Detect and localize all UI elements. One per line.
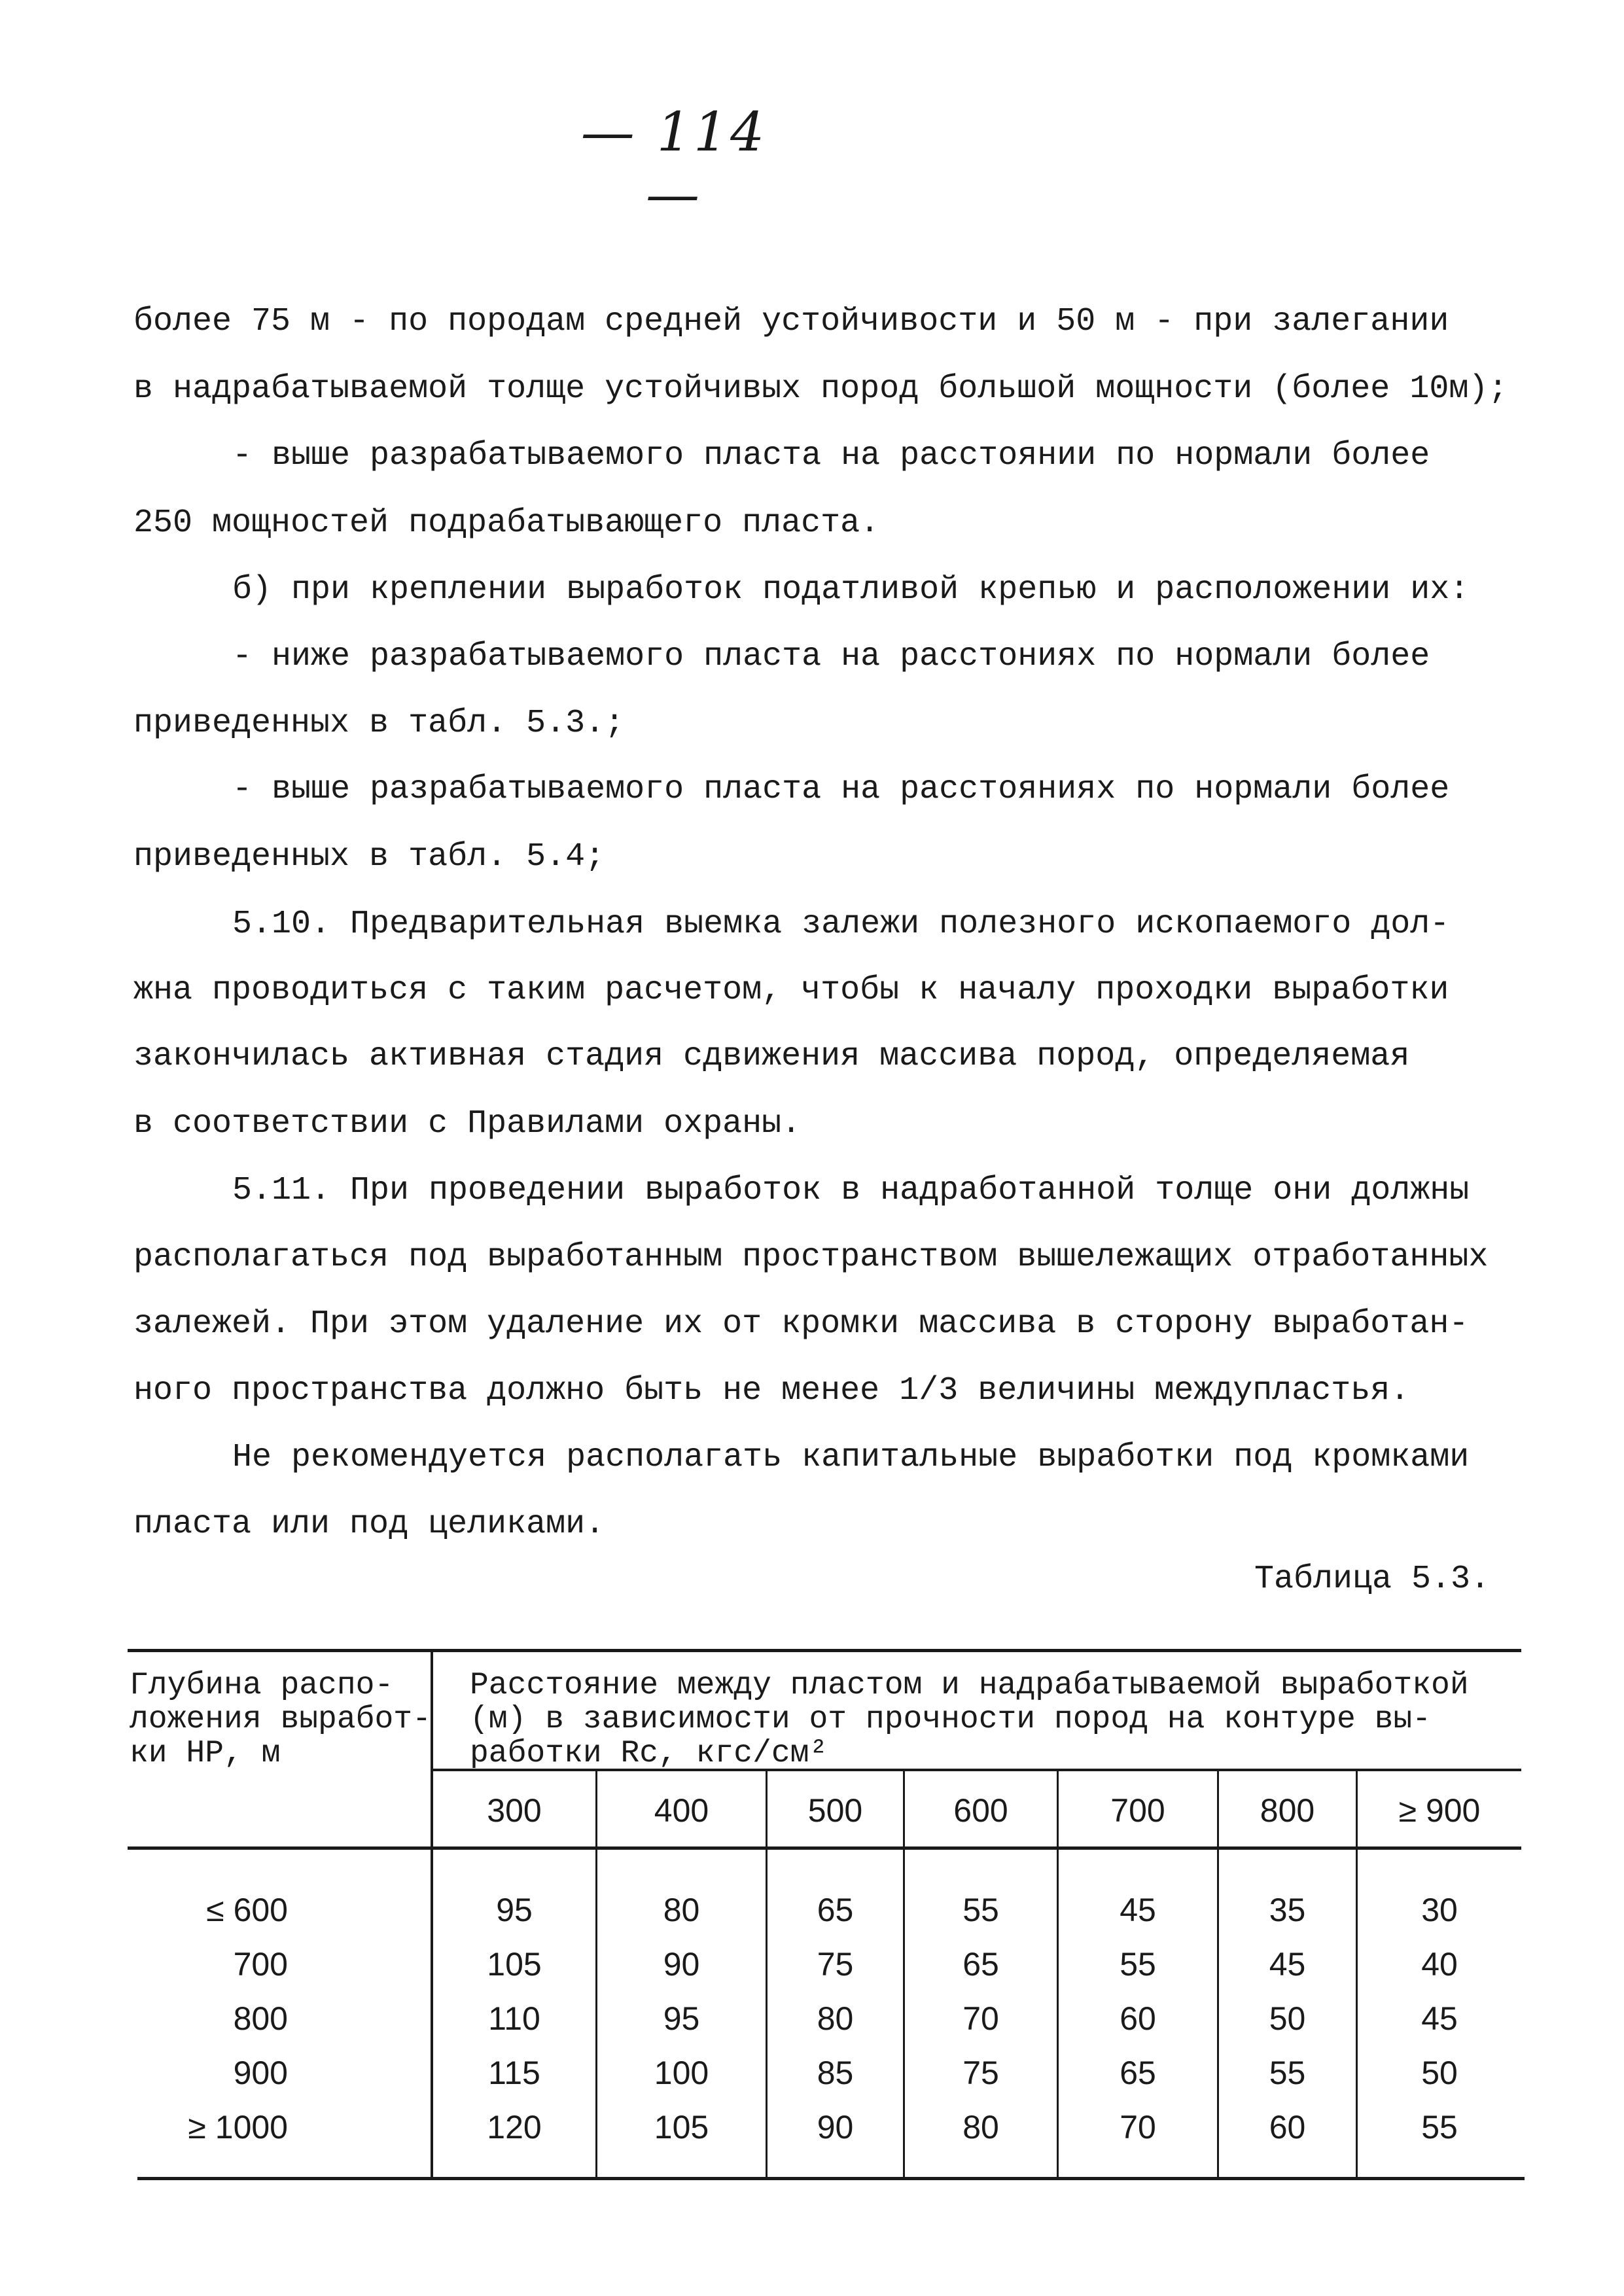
strength-column-header: ≥ 900: [1398, 1792, 1481, 1829]
strength-column-header: 600: [953, 1792, 1008, 1829]
table-cell: 75: [817, 1946, 854, 1983]
text-line: располагаться под выработанным пространством вышележащих отработанных: [133, 1239, 1489, 1276]
text-line: приведенных в табл. 5.3.;: [133, 705, 625, 742]
page-number: — 114 —: [580, 101, 768, 226]
text-line: залежей. При этом удаление их от кромки массива в сторону выработан-: [133, 1305, 1469, 1343]
row-header-line: ложения выработ-: [130, 1702, 431, 1737]
table-cell: 55: [962, 1892, 999, 1928]
text-line: ного пространства должно быть не менее 1/3 величины междупластья.: [133, 1372, 1410, 1409]
strength-column-header: 700: [1110, 1792, 1165, 1829]
table-cell: 50: [1421, 2055, 1458, 2091]
table-cell: 120: [487, 2109, 542, 2146]
depth-cell: ≤ 600: [206, 1892, 288, 1928]
text-line: приведенных в табл. 5.4;: [133, 838, 605, 875]
depth-cell: 800: [233, 2000, 288, 2037]
text-line: - ниже разрабатываемого пласта на расстониях по нормали более: [232, 638, 1430, 675]
table-cell: 55: [1120, 1946, 1156, 1983]
row-header-line: Глубина распо-: [130, 1668, 394, 1703]
table-cell: 70: [962, 2000, 999, 2037]
table-cell: 105: [487, 1946, 542, 1983]
table-cell: 65: [817, 1892, 854, 1928]
strength-column-header: 400: [654, 1792, 709, 1829]
header-bottom-rule: [128, 1846, 1521, 1850]
table-cell: 115: [488, 2055, 540, 2091]
table-cell: 110: [488, 2000, 540, 2037]
table-cell: 95: [663, 2000, 700, 2037]
text-line: жна проводиться с таким расчетом, чтобы к началу проходки выработки: [133, 972, 1449, 1009]
text-line: в надрабатываемой толще устойчивых пород большой мощности (более 10м);: [133, 370, 1508, 408]
depth-cell: 900: [233, 2055, 288, 2091]
text-line: 5.10. Предварительная выемка залежи полезного ископаемого дол-: [232, 906, 1450, 943]
text-line: пласта или под целиками.: [133, 1506, 605, 1543]
table-cell: 85: [817, 2055, 854, 2091]
table-cell: 90: [817, 2109, 854, 2146]
table-cell: 30: [1421, 1892, 1458, 1928]
table-caption: Таблица 5.3.: [1254, 1561, 1490, 1598]
table-cell: 70: [1120, 2109, 1156, 2146]
table-bottom-rule: [137, 2177, 1525, 2180]
column-header-line: (м) в зависимости от прочности пород на контуре вы-: [470, 1702, 1432, 1737]
strength-column-header: 300: [487, 1792, 542, 1829]
table-cell: 45: [1269, 1946, 1306, 1983]
table-cell: 90: [663, 1946, 700, 1983]
table-cell: 55: [1421, 2109, 1458, 2146]
table-top-rule: [128, 1649, 1521, 1652]
depth-cell: ≥ 1000: [188, 2109, 288, 2146]
text-line: Не рекомендуется располагать капитальные выработки под кромками: [232, 1439, 1470, 1476]
table-cell: 45: [1120, 1892, 1156, 1928]
text-line: 250 мощностей подрабатывающего пласта.: [133, 504, 880, 542]
table-cell: 60: [1269, 2109, 1306, 2146]
depth-cell: 700: [233, 1946, 288, 1983]
text-line: более 75 м - по породам средней устойчивости и 50 м - при залегании: [133, 303, 1449, 340]
column-header-line: работки Rc, кгс/см²: [470, 1736, 828, 1771]
table-cell: 55: [1269, 2055, 1306, 2091]
text-line: 5.11. При проведении выработок в надработанной толще они должны: [232, 1172, 1470, 1209]
table-cell: 35: [1269, 1892, 1306, 1928]
table-cell: 80: [663, 1892, 700, 1928]
table-cell: 100: [654, 2055, 709, 2091]
table-cell: 105: [654, 2109, 709, 2146]
row-header-line: ки HP, м: [130, 1736, 281, 1771]
table-cell: 95: [496, 1892, 533, 1928]
table-cell: 65: [962, 1946, 999, 1983]
table-cell: 80: [817, 2000, 854, 2037]
table-cell: 80: [962, 2109, 999, 2146]
table-cell: 75: [962, 2055, 999, 2091]
text-line: - выше разрабатываемого пласта на расстоянии по нормали более: [232, 437, 1430, 474]
text-line: в соответствии с Правилами охраны.: [133, 1105, 802, 1142]
table-cell: 50: [1269, 2000, 1306, 2037]
strength-column-header: 800: [1260, 1792, 1315, 1829]
strength-column-header: 500: [807, 1792, 863, 1829]
text-line: б) при креплении выработок податливой крепью и расположении их:: [232, 571, 1470, 609]
table-cell: 45: [1421, 2000, 1458, 2037]
text-line: - выше разрабатываемого пласта на расстояниях по нормали более: [232, 771, 1450, 808]
text-line: закончилась активная стадия сдвижения массива пород, определяемая: [133, 1038, 1410, 1075]
column-header-line: Расстояние между пластом и надрабатываемой выработкой: [470, 1668, 1469, 1703]
table-cell: 60: [1120, 2000, 1156, 2037]
table-cell: 65: [1120, 2055, 1156, 2091]
table-cell: 40: [1421, 1946, 1458, 1983]
